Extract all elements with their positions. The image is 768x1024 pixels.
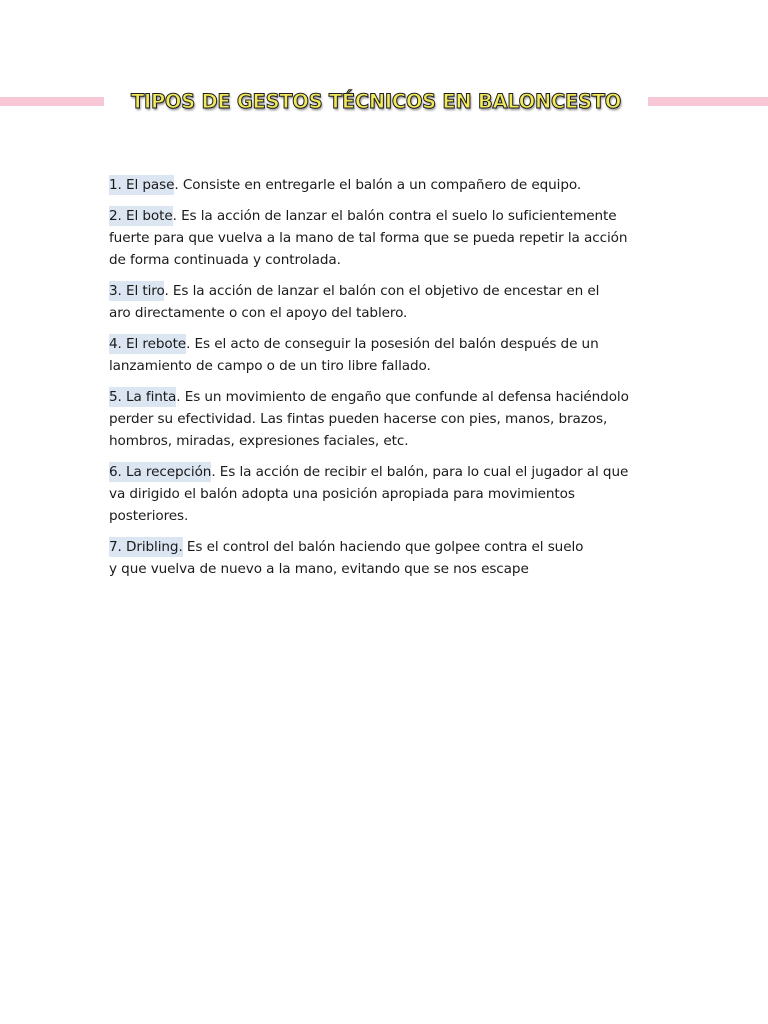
term-highlight: 7. Dribling. [109,539,183,555]
item-text: de forma continuada y controlada. [109,252,341,268]
item-text: hombros, miradas, expresiones faciales, etc. [109,433,409,449]
item-text: va dirigido el balón adopta una posición apropiada para movimientos [109,486,575,502]
item-text: . Es la acción de lanzar el balón con el objetivo de encestar en el [164,283,600,299]
term-highlight: 6. La recepción [109,464,212,480]
term-highlight: 5. La finta [109,389,177,405]
list-item-recepcion [109,461,665,527]
list-item-rebote [109,333,665,377]
term-highlight: 1. El pase [109,177,175,193]
item-text: . Es la acción de recibir el balón, para lo cual el jugador al que [211,464,629,480]
term-highlight: 4. El rebote [109,336,187,352]
list-item-tiro [109,280,665,324]
item-text: aro directamente o con el apoyo del tablero. [109,305,408,321]
list-item-bote [109,205,665,271]
item-text: posteriores. [109,508,189,524]
item-text: . Consiste en entregarle el balón a un compañero de equipo. [174,177,582,193]
page-title: TIPOS DE GESTOS TÉCNICOS EN BALONCESTO [104,88,648,116]
term-highlight: 2. El bote [109,208,173,224]
item-text: lanzamiento de campo o de un tiro libre fallado. [109,358,431,374]
item-text: fuerte para que vuelva a la mano de tal forma que se pueda repetir la acción [109,230,628,246]
item-text: . Es el acto de conseguir la posesión del balón después de un [186,336,599,352]
item-text: . Es la acción de lanzar el balón contra el suelo lo suficientemente [172,208,617,224]
document-body [109,174,665,589]
item-text: . Es un movimiento de engaño que confunde al defensa haciéndolo [176,389,629,405]
term-highlight: 3. El tiro [109,283,165,299]
list-item-pase [109,174,665,196]
list-item-dribling [109,536,665,580]
list-item-finta [109,386,665,452]
item-text: perder su efectividad. Las fintas pueden hacerse con pies, manos, brazos, [109,411,608,427]
item-text: y que vuelva de nuevo a la mano, evitando que se nos escape [109,561,529,577]
item-text: Es el control del balón haciendo que golpee contra el suelo [182,539,584,555]
